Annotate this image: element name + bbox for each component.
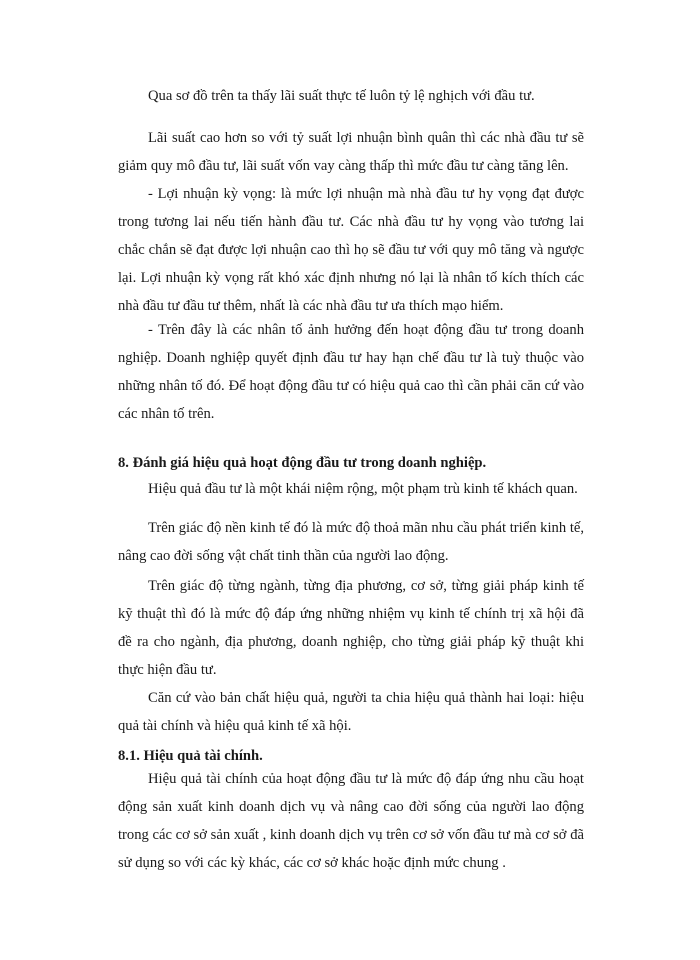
paragraph-factors-summary: - Trên đây là các nhân tố ảnh hưởng đến hoạt động đầu tư trong doanh nghiệp. Doanh nghiệp quyết định đầu tư hay hạn chế đầu tư là tuỳ thuộc vào những nhân tố đó. Để hoạt động đầu tư có hiệu quả cao thì cần phải căn cứ vào các nhân tố trên. <box>118 322 584 422</box>
paragraph-economy-perspective: Trên giác độ nền kinh tế đó là mức độ thoả mãn nhu cầu phát triển kinh tế, nâng cao đời sống vật chất tinh thần của người lao động. <box>118 520 584 564</box>
paragraph-investment-efficiency-concept: Hiệu quả đầu tư là một khái niệm rộng, một phạm trù kinh tế khách quan. <box>148 481 578 497</box>
paragraph-financial-efficiency: Hiệu quả tài chính của hoạt động đầu tư là mức độ đáp ứng nhu cầu hoạt động sản xuất kinh doanh dịch vụ và nâng cao đời sống của người lao động trong các cơ sở sản xuất , kinh doanh dịch vụ trên cơ sở vốn đầu tư mà cơ sở đã sử dụng so với các kỳ khác, các cơ sở khác hoặc định mức chung . <box>118 771 584 871</box>
section-8-1-heading: 8.1. Hiệu quả tài chính. <box>118 748 263 764</box>
section-8-heading: 8. Đánh giá hiệu quả hoạt động đầu tư trong doanh nghiệp. <box>118 455 487 471</box>
paragraph-interest-rate-relation: Qua sơ đồ trên ta thấy lãi suất thực tế luôn tỷ lệ nghịch với đầu tư. <box>148 88 535 104</box>
paragraph-expected-profit: - Lợi nhuận kỳ vọng: là mức lợi nhuận mà nhà đầu tư hy vọng đạt được trong tương lai nếu tiến hành đầu tư. Các nhà đầu tư hy vọng vào tương lai chắc chắn sẽ đạt được lợi nhuận cao thì họ sẽ đầu tư với quy mô tăng và ngược lại. Lợi nhuận kỳ vọng rất khó xác định nhưng nó lại là nhân tố kích thích các nhà đầu tư đầu tư thêm, nhất là các nhà đầu tư ưa thích mạo hiểm. <box>118 186 584 314</box>
paragraph-sector-perspective: Trên giác độ từng ngành, từng địa phương, cơ sở, từng giải pháp kinh tế kỹ thuật thì đó là mức độ đáp ứng những nhiệm vụ kinh tế chính trị xã hội đã đề ra cho ngành, địa phương, doanh nghiệp, cho từng giải pháp kỹ thuật khi thực hiện đầu tư. <box>118 578 584 678</box>
paragraph-interest-rate-vs-profit: Lãi suất cao hơn so với tỷ suất lợi nhuận bình quân thì các nhà đầu tư sẽ giảm quy mô đầu tư, lãi suất vốn vay càng thấp thì mức đầu tư càng tăng lên. <box>118 130 584 174</box>
paragraph-efficiency-types: Căn cứ vào bản chất hiệu quả, người ta chia hiệu quả thành hai loại: hiệu quả tài chính và hiệu quả kinh tế xã hội. <box>118 690 584 734</box>
